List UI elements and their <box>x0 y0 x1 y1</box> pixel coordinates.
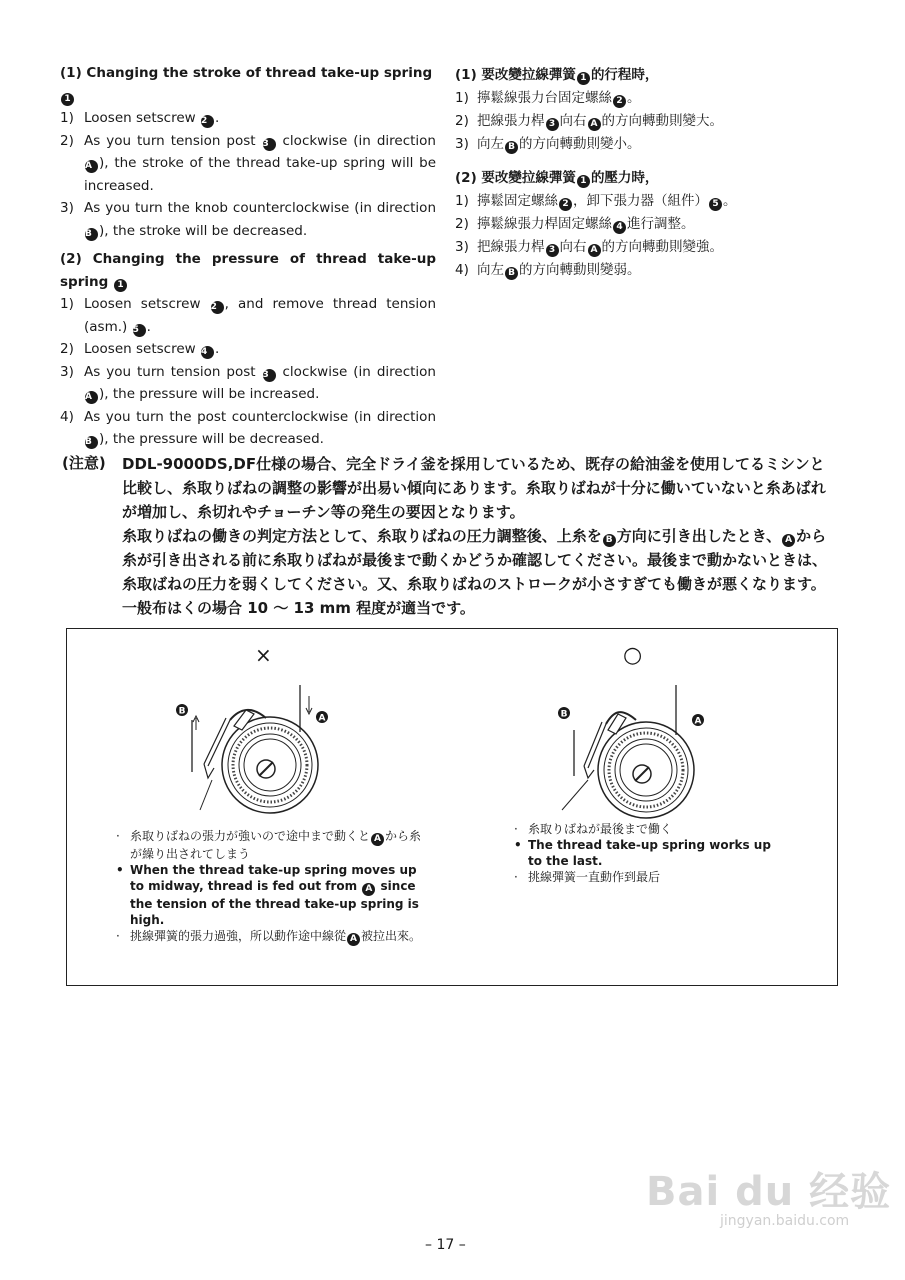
circled-number: 1 <box>577 175 590 188</box>
english-s1-step: 1) Loosen setscrew 2 . <box>60 110 220 126</box>
circled-letter: A <box>588 244 601 257</box>
circled-letter: B <box>85 436 98 449</box>
english-s2-step: 4) As you turn the post counterclockwise (in direction B ), the pressure will be decreased. <box>60 408 436 447</box>
circled-number: 1 <box>114 279 127 292</box>
incorrect-mark: × <box>255 643 272 667</box>
japanese-note <box>122 452 837 620</box>
correct-mark: ○ <box>623 643 643 668</box>
circled-number: 3 <box>263 369 276 382</box>
circled-letter: A <box>85 391 98 404</box>
circled-number: 2 <box>613 95 626 108</box>
caption-japanese: · 糸取りばねが最後まで働く <box>514 822 673 836</box>
label-b-marker <box>558 707 570 720</box>
circled-number: 2 <box>201 115 214 128</box>
label-b-marker <box>176 704 188 717</box>
chinese-s2-step: 4) 向左 B 的方向轉動則變弱。 <box>455 262 641 278</box>
label-a-marker <box>316 711 328 724</box>
circled-number: 2 <box>211 301 224 314</box>
take-up-spring-diagram-correct <box>548 680 718 820</box>
chinese-s2-step: 3) 把線張力桿 3 向右 A 的方向轉動則變強。 <box>455 239 723 255</box>
svg-text:B: B <box>560 709 568 720</box>
circled-letter: A <box>85 160 98 173</box>
left-caption <box>116 828 424 946</box>
chinese-column <box>455 64 815 282</box>
circled-number: 3 <box>546 244 559 257</box>
caption-japanese: · 糸取りばねの張力が強いので途中まで動くと A から糸が繰り出されてしまう <box>116 829 422 861</box>
circled-letter: A <box>371 833 384 846</box>
english-column <box>60 62 436 451</box>
circled-number: 5 <box>133 324 146 337</box>
chinese-s2-step: 2) 擰鬆線張力桿固定螺絲 4 進行調整。 <box>455 216 695 232</box>
circled-number: 2 <box>559 198 572 211</box>
circled-number: 5 <box>709 198 722 211</box>
english-s2-step: 3) As you turn tension post 3 clockwise (in direction A ), the pressure will be increased. <box>60 363 436 402</box>
note-label: (注意) <box>62 454 106 472</box>
chinese-s1-step: 1) 擰鬆線張力台固定螺絲 2 。 <box>455 90 641 106</box>
watermark-url: jingyan.baidu.com <box>720 1213 850 1229</box>
chinese-s1-step: 3) 向左 B 的方向轉動則變小。 <box>455 136 641 152</box>
chinese-section2-title: (2) 要改變拉線彈簧 1 的壓力時， <box>455 170 659 186</box>
circled-letter: A <box>362 883 375 896</box>
circled-letter: B <box>505 267 518 280</box>
chinese-s1-step: 2) 把線張力桿 3 向右 A 的方向轉動則變大。 <box>455 113 723 129</box>
note-paragraph: 糸取りばねの働きの判定方法として、糸取りばねの圧力調整後、上糸を B 方向に引き出したとき、 A から糸が引き出される前に糸取りばねが最後まで動くかどうか確認してください。最後まで動かないときは、糸取ばねの圧力を弱くしてください。又、糸取りばねのストロークが小さすぎても働きが悪くなります。一般布はくの場合 10 ～ 13 mm 程度が適当です。 <box>122 527 828 617</box>
watermark-logo: Bai du 经验 <box>646 1169 892 1215</box>
circled-number: 4 <box>613 221 626 234</box>
english-section2-title: (2) Changing the pressure of thread take-up spring 1 <box>60 251 436 290</box>
english-s1-step: 3) As you turn the knob counterclockwise (in direction B ), the stroke will be decreased. <box>60 200 436 239</box>
svg-text:B: B <box>178 706 186 717</box>
circled-letter: A <box>347 933 360 946</box>
circled-letter: B <box>603 534 616 547</box>
circled-letter: B <box>505 141 518 154</box>
chinese-section1-title: (1) 要改變拉線彈簧 1 的行程時， <box>455 67 659 83</box>
circled-number: 1 <box>577 72 590 85</box>
thread-lines <box>192 685 312 810</box>
note-paragraph: DDL-9000DS,DF仕様の場合、完全ドライ釜を採用しているため、既存の給油釜を使用してるミシンと比較し、糸取りばねの調整の影響が出易い傾向にあります。糸取りばねが十分に働いていないと糸あばれが増加し、糸切れやチョーチン等の発生の要因となります。 <box>122 455 826 521</box>
page-number: – 17 – <box>425 1237 466 1253</box>
english-s2-step: 1) Loosen setscrew 2 , and remove thread tension (asm.) 5 . <box>60 296 436 335</box>
circled-number: 4 <box>201 346 214 359</box>
take-up-spring-diagram-incorrect <box>170 680 340 820</box>
svg-text:A: A <box>318 713 326 724</box>
circled-number: 3 <box>263 138 276 151</box>
circled-letter: B <box>85 228 98 241</box>
chinese-s2-step: 1) 擰鬆固定螺絲 2 ，卸下張力器（組件） 5 。 <box>455 193 737 209</box>
circled-letter: A <box>782 534 795 547</box>
caption-chinese: · 挑線彈簧一直動作到最后 <box>514 870 661 884</box>
tension-dial-icon <box>598 722 694 818</box>
caption-chinese: · 挑線彈簧的張力過強，所以動作途中線從 A 被拉出來。 <box>116 929 422 944</box>
english-section1-title: (1) Changing the stroke of thread take-up spring 1 <box>60 65 433 104</box>
circled-number: 1 <box>61 93 74 106</box>
circled-letter: A <box>588 118 601 131</box>
caption-english: • The thread take-up spring works up to the last. <box>514 838 771 868</box>
caption-english: • When the thread take-up spring moves up to midway, thread is fed out from A since the tension of the thread take-up spring is high. <box>116 863 419 927</box>
tension-dial-icon <box>222 717 318 813</box>
label-a-marker <box>692 714 704 727</box>
svg-text:A: A <box>694 716 702 727</box>
right-caption <box>514 821 774 885</box>
english-s1-step: 2) As you turn tension post 3 clockwise (in direction A ), the stroke of the thread take-up spring will be increased. <box>60 132 436 194</box>
circled-number: 3 <box>546 118 559 131</box>
english-s2-step: 2) Loosen setscrew 4 . <box>60 341 220 357</box>
